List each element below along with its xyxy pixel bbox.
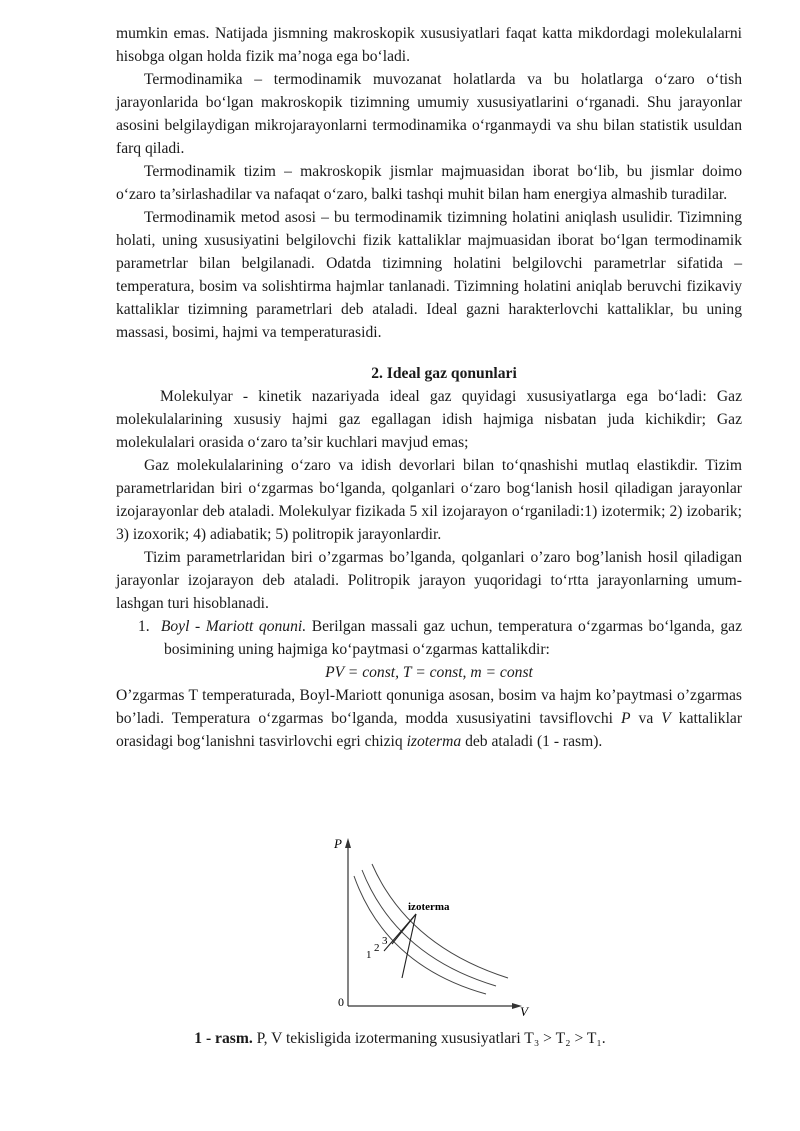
figure-caption bbox=[0, 1030, 800, 1048]
paragraph-izojarayon: Tizim parametrlaridan biri o’zgarmas bo’lganda, qolganlari o’zaro bog’lanish hosil qiladigan jarayonlar izojarayon deb ataladi. Politropik jarayon yuqoridagi to‘rtta jarayonlarning umum-lashgan turi hisoblanadi. bbox=[116, 549, 742, 612]
list-number: 1. bbox=[138, 618, 150, 635]
document-page bbox=[116, 22, 742, 753]
axis-label-v: V bbox=[520, 1004, 528, 1019]
text-run: deb ataladi (1 - rasm). bbox=[461, 733, 603, 750]
curve-label-2: 2 bbox=[374, 942, 380, 954]
text-run: kattaliklar orasidagi bog‘lanishni tasvirlovchi egri chiziq bbox=[116, 710, 743, 750]
text-run: va bbox=[630, 710, 662, 727]
paragraph-1: mumkin emas. Natijada jismning makroskopik xususiyatlari faqat katta mikdordagi molekulalarni hisobga olgan holda fizik ma’noga ega bo‘ladi. bbox=[116, 25, 742, 65]
paragraph-molekulalar: Gaz molekulalarining o‘zaro va idish devorlari bilan to‘qnashishi mutlaq elastikdir. Tizim parametrlaridan biri o‘zgarmas bo‘lganda, qolganlari o‘zaro bog‘lanish hosil qiladigan jarayonlar izojarayonlar deb ataladi. Molekulyar fizikada 5 xil izojarayon o‘rganiladi:1) izotermik; 2) izobarik; 3) izoxorik; 4) adiabatik; 5) politropik jarayonlardir. bbox=[116, 457, 742, 543]
origin-label: 0 bbox=[338, 995, 344, 1009]
axis-label-p: P bbox=[334, 836, 342, 851]
caption-text: P, V tekisligida izotermaning xususiyatlari T₃ > T₂ > T₁. bbox=[252, 1030, 606, 1047]
paragraph-termodinamik-tizim: Termodinamik tizim – makroskopik jismlar majmuasidan iborat bo‘lib, bu jismlar doimo o‘zaro ta’sirlashadilar va nafaqat o‘zaro, balki tashqi muhit bilan ham energiya almashib turadilar. bbox=[116, 163, 742, 203]
y-axis-arrow bbox=[345, 838, 351, 848]
paragraph-izoterma bbox=[116, 684, 742, 753]
list-text: Berilgan massali gaz uchun, temperatura o‘zgarmas bo‘lganda, gaz bosimining uning hajmiga ko‘paytmasi o‘zgarmas kattalikdir: bbox=[164, 618, 743, 658]
term-izoterma: izoterma bbox=[406, 733, 462, 750]
paragraph-termodinamik-metod: Termodinamik metod asosi – bu termodinamik tizimning holatini aniqlash usulidir. Tizimning holati, uning xususiyatini belgilovchi fizik kattaliklar majmuasidan iborat bo‘lgan termodinamik parametrlar bilan belgilanadi. Odatda tizimning holatini belgilovchi parametrlar sifatida – temperatura, bosim va solishtirma hajmlar tanlanadi. Tizimning holatini aniqlab beruvchi fizikaviy kattaliklar tizimning parametrlari deb ataladi. Ideal gazni harakterlovchi kattaliklar, bu uning massasi, bosimi, hajmi va temperaturasidi. bbox=[116, 209, 742, 341]
formula: PV = const, T = const, m = const bbox=[325, 664, 533, 681]
paragraph-termodinamika: Termodinamika – termodinamik muvozanat holatlarda va bu holatlarga o‘zaro o‘tish jarayonlarida bo‘lgan makroskopik tizimning umumiy xususiyatlarini o‘rganadi. Shu jarayonlar asosini belgilaydigan mikrojarayonlarni termodinamika o‘rganmaydi va shu bilan statistik usuldan farq qiladi. bbox=[116, 71, 742, 157]
curve-label-3: 3 bbox=[382, 935, 388, 947]
isotherm-figure bbox=[316, 836, 536, 1022]
caption-bold: 1 - rasm. bbox=[194, 1030, 253, 1047]
list-title: Boyl - Mariott qonuni. bbox=[160, 618, 307, 635]
list-item-boyl-mariott bbox=[116, 615, 742, 661]
paragraph-ideal-gaz: Molekulyar - kinetik nazariyada ideal gaz quyidagi xususiyatlarga ega bo‘ladi: Gaz molekulalarining xususiy hajmi gaz egallagan idish hajmiga nisbatan juda kichikdir; Gaz molekulalari orasida o‘zaro ta’sir kuchlari mavjud emas; bbox=[116, 388, 742, 451]
section-heading: 2. Ideal gaz qonunlari bbox=[371, 365, 517, 382]
curve-label-1: 1 bbox=[366, 949, 372, 961]
symbol-v: V bbox=[661, 710, 671, 727]
symbol-p: P bbox=[621, 710, 631, 727]
isotherm-curve-1 bbox=[354, 876, 486, 994]
text-run: O’zgarmas T temperaturada, Boyl-Mariott qonuniga asosan, bosim va hajm ko’paytmasi o’zgarmas bo’ladi. Temperatura o‘zgarmas bo‘lganda, modda xususiyatini tavsiflovchi bbox=[116, 687, 742, 727]
izoterma-label: izoterma bbox=[408, 901, 450, 913]
